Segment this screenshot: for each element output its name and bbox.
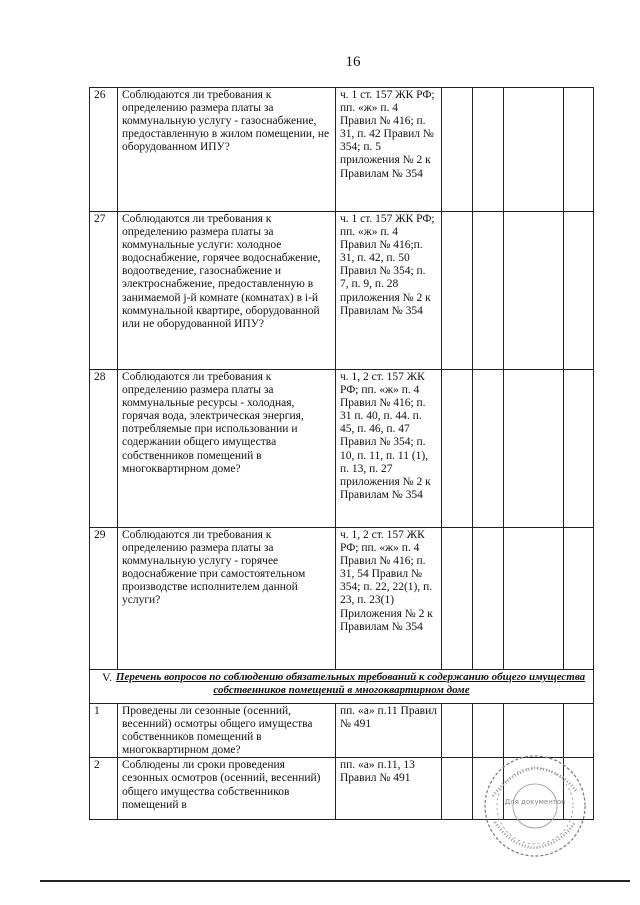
table-row — [90, 88, 594, 212]
checklist-table — [89, 87, 594, 820]
answer-cell — [504, 704, 564, 758]
answer-cell — [473, 704, 504, 758]
answer-cell — [504, 528, 564, 670]
section-header-row — [90, 670, 594, 704]
answer-cell — [442, 212, 473, 370]
legal-reference: ч. 1, 2 ст. 157 ЖК РФ; пп. «ж» п. 4 Правил № 416; п. 31 п. 40, п. 44. п. 45, п. 46, п. 47 Правил № 354; п. 10, п. 11, п. 11 (1), п. 13, п. 27 приложения № 2 к Правилам № 354 — [336, 370, 442, 528]
answer-cell — [442, 758, 473, 820]
question-text: Соблюдены ли сроки проведения сезонных осмотров (осенний, весенний) общего имущества собственников помещений в — [118, 758, 336, 820]
answer-cell — [564, 704, 594, 758]
section-number: V. — [102, 670, 113, 684]
row-number: 28 — [90, 370, 118, 528]
row-number: 1 — [90, 704, 118, 758]
legal-reference: ч. 1, 2 ст. 157 ЖК РФ; пп. «ж» п. 4 Правил № 416; п. 31, 54 Правил № 354; п. 22, 22(1), п. 23, п. 23(1) Приложения № 2 к Правилам № 354 — [336, 528, 442, 670]
answer-cell — [442, 370, 473, 528]
question-text: Соблюдаются ли требования к определению размера платы за коммунальную услугу - горячее водоснабжение при самостоятельном производстве исполнителем данной услуги? — [118, 528, 336, 670]
table-row — [90, 704, 594, 758]
answer-cell — [564, 528, 594, 670]
seal-stamp — [481, 752, 589, 860]
table-row — [90, 212, 594, 370]
legal-reference: ч. 1 ст. 157 ЖК РФ; пп. «ж» п. 4 Правил № 416;п. 31, п. 42, п. 50 Правил № 354; п. 7, п. 9, п. 28 приложения № 2 к Правилам № 354 — [336, 212, 442, 370]
answer-cell — [504, 88, 564, 212]
answer-cell — [564, 212, 594, 370]
answer-cell — [473, 370, 504, 528]
answer-cell — [504, 370, 564, 528]
answer-cell — [564, 88, 594, 212]
question-text: Проведены ли сезонные (осенний, весенний) осмотры общего имущества собственников помещений в многоквартирном доме? — [118, 704, 336, 758]
page-number: 16 — [345, 54, 361, 70]
stamp-text: Для документов — [504, 798, 566, 806]
legal-reference: пп. «а» п.11 Правил № 491 — [336, 704, 442, 758]
answer-cell — [442, 704, 473, 758]
legal-reference: пп. «а» п.11, 13 Правил № 491 — [336, 758, 442, 820]
legal-reference: ч. 1 ст. 157 ЖК РФ; пп. «ж» п. 4 Правил № 416; п. 31, п. 42 Правил № 354; п. 5 приложения № 2 к Правилам № 354 — [336, 88, 442, 212]
table-row — [90, 528, 594, 670]
section-title: Перечень вопросов по соблюдению обязательных требований к содержанию общего имущества собственников помещений в многоквартирном доме — [115, 671, 586, 697]
section-header — [90, 670, 594, 704]
answer-cell — [504, 212, 564, 370]
row-number: 29 — [90, 528, 118, 670]
question-text: Соблюдаются ли требования к определению размера платы за коммунальные услуги: холодное водоснабжение, горячее водоснабжение, водоотведение, газоснабжение и электроснабжение, предоставленную в занимаемой j-й комнате (комнатах) в i-й коммунальной квартире, оборудованной или не оборудованной ИПУ? — [118, 212, 336, 370]
question-text: Соблюдаются ли требования к определению размера платы за коммунальную услугу - газоснабжение, предоставленную в жилом помещении, не оборудованном ИПУ? — [118, 88, 336, 212]
answer-cell — [442, 88, 473, 212]
answer-cell — [473, 528, 504, 670]
row-number: 26 — [90, 88, 118, 212]
table-row — [90, 370, 594, 528]
page-bottom-rule — [40, 880, 630, 882]
answer-cell — [564, 370, 594, 528]
answer-cell — [473, 212, 504, 370]
row-number: 2 — [90, 758, 118, 820]
answer-cell — [473, 88, 504, 212]
answer-cell — [442, 528, 473, 670]
question-text: Соблюдаются ли требования к определению размера платы за коммунальные ресурсы - холодная, горячая вода, электрическая энергия, потребляемые при использовании и содержании общего имущества собственников помещений в многоквартирном доме? — [118, 370, 336, 528]
row-number: 27 — [90, 212, 118, 370]
